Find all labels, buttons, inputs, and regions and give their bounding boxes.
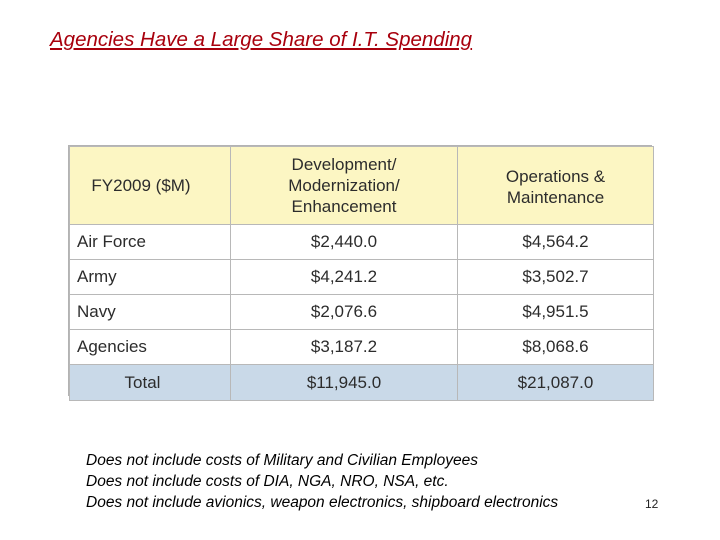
- total-label: Total: [70, 365, 231, 401]
- slide-title: Agencies Have a Large Share of I.T. Spending: [50, 28, 473, 51]
- header-fiscal-year: [70, 147, 231, 225]
- header-line: Operations &: [505, 166, 606, 186]
- row-label: Army: [70, 260, 231, 295]
- om-value: $3,502.7: [458, 260, 654, 295]
- footnote: Does not include avionics, weapon electronics, shipboard electronics: [86, 494, 559, 511]
- row-label: Agencies: [70, 330, 231, 365]
- dme-value: $4,241.2: [231, 260, 458, 295]
- total-om-value: $21,087.0: [458, 365, 654, 401]
- om-value: $8,068.6: [458, 330, 654, 365]
- footnote: Does not include costs of DIA, NGA, NRO, NSA, etc.: [86, 473, 449, 490]
- header-line: Modernization/: [288, 176, 400, 195]
- footnote: Does not include costs of Military and Civilian Employees: [86, 452, 478, 469]
- om-value: $4,951.5: [458, 295, 654, 330]
- table-row: [70, 295, 654, 330]
- header-line: Development/: [291, 155, 397, 174]
- footnotes: [86, 450, 558, 513]
- row-label: Navy: [70, 295, 231, 330]
- page-number: 12: [645, 497, 659, 511]
- header-line: Enhancement: [291, 197, 397, 216]
- header-operations: [458, 147, 654, 225]
- dme-value: $2,440.0: [231, 225, 458, 260]
- table-row: [70, 260, 654, 295]
- total-dme-value: $11,945.0: [231, 365, 458, 401]
- dme-value: $3,187.2: [231, 330, 458, 365]
- spending-table: [68, 145, 652, 396]
- header-line: Maintenance: [506, 187, 605, 207]
- dme-value: $2,076.6: [231, 295, 458, 330]
- header-development: [231, 147, 458, 225]
- table-header-row: [70, 147, 654, 225]
- row-label: Air Force: [70, 225, 231, 260]
- om-value: $4,564.2: [458, 225, 654, 260]
- total-row: [70, 365, 654, 401]
- table-row: [70, 330, 654, 365]
- header-line: FY2009 ($M): [91, 176, 191, 195]
- table-row: [70, 225, 654, 260]
